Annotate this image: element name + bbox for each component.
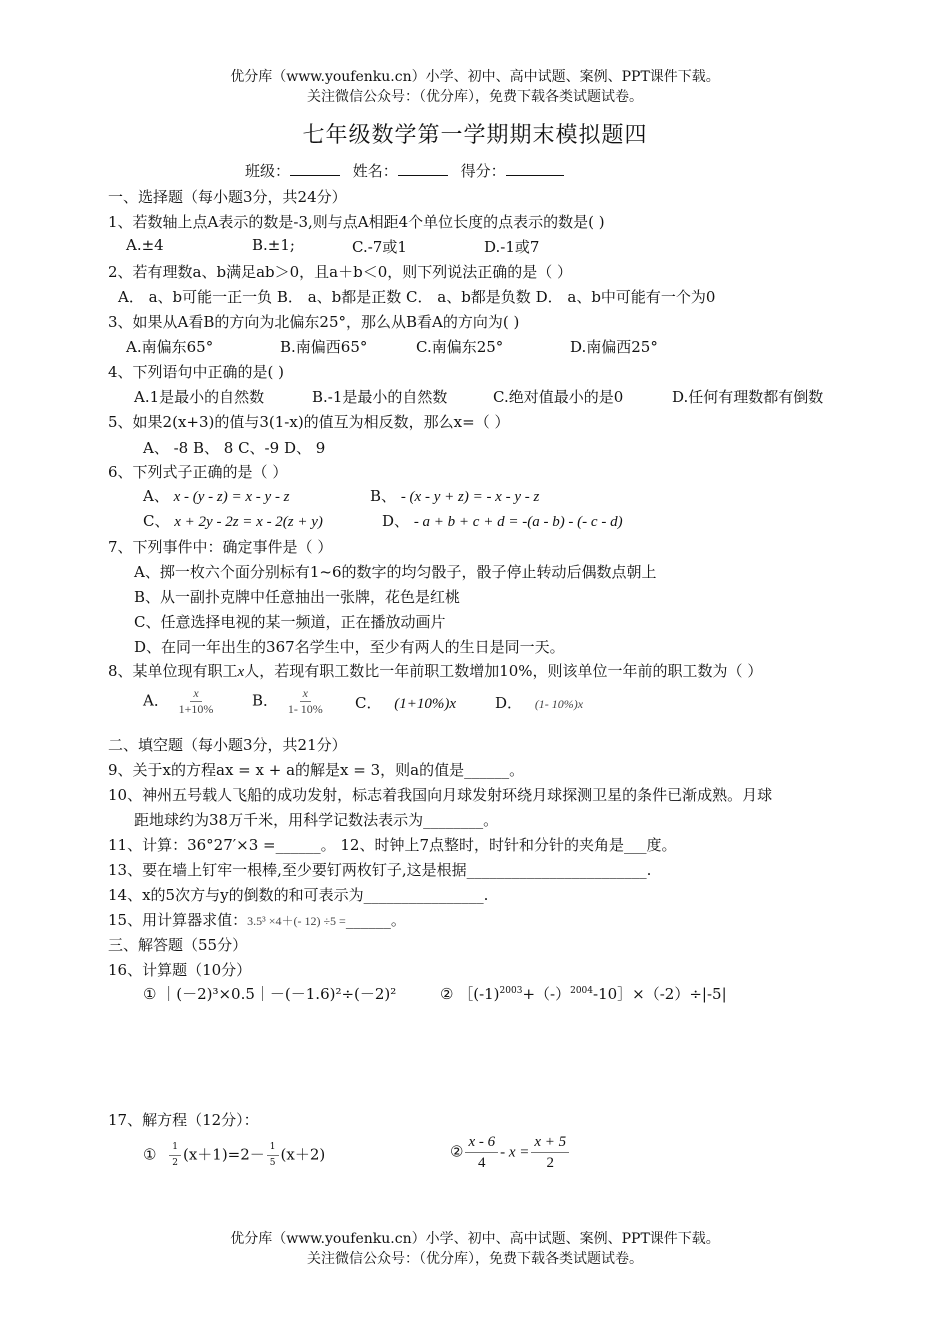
q2-options: A． a、b可能一正一负 B． a、b都是正数 C． a、b都是负数 D． a、b中可能有一个为0 — [118, 288, 716, 306]
q17-p2-frac1-num: x - 6 — [465, 1132, 498, 1153]
q15-pre: 15、用计算器求值： — [108, 911, 248, 929]
q16-p2-post: -10］×（-2）÷|-5| — [593, 985, 727, 1003]
q1-stem: 1、若数轴上点A表示的数是-3,则与点A相距4个单位长度的点表示的数是( ) — [108, 213, 605, 231]
score-label: 得分： — [460, 162, 506, 180]
q4-stem: 4、下列语句中正确的是( ) — [108, 363, 285, 381]
q1-option-a: A.±4 — [126, 236, 164, 254]
q17-p2-frac2-num: x + 5 — [531, 1132, 569, 1153]
q8-option-c — [355, 692, 456, 713]
q6-d-label: D、 — [382, 512, 410, 530]
q17-part-2 — [450, 1132, 571, 1173]
q8-b-label: B． — [252, 691, 279, 710]
q6-option-b — [370, 485, 539, 506]
q8-a-numerator: x — [190, 686, 201, 702]
q6-b-label: B、 — [370, 487, 397, 505]
q17-p1-frac2-den: 5 — [269, 1158, 276, 1168]
name-label: 姓名： — [352, 162, 398, 180]
q17-p1-post: (x＋2) — [280, 1145, 326, 1164]
q17-p1-pre: ① — [143, 1145, 157, 1164]
q3-option-a: A.南偏东65° — [126, 338, 214, 356]
q8-stem-var: x — [237, 664, 245, 680]
q7-option-a: A、掷一枚六个面分别标有1~6的数字的均匀骰子，骰子停止转动后偶数点朝上 — [134, 563, 657, 581]
q16-stem: 16、计算题（10分） — [108, 961, 252, 979]
q4-option-d: D.任何有理数都有倒数 — [672, 388, 824, 406]
q16-p2-exp1: 2003 — [499, 986, 523, 996]
q6-d-expr: - a + b + c + d = -(a - b) - (- c - d) — [413, 514, 623, 530]
q8-b-denominator: 1- 10% — [287, 702, 323, 716]
q17-p2-frac1-den: 4 — [478, 1155, 486, 1171]
q3-stem: 3、如果从A看B的方向为北偏东25°，那么从B看A的方向为( ) — [108, 313, 520, 331]
q8-option-b — [252, 686, 328, 717]
q8-option-a — [143, 686, 218, 717]
section-1-heading: 一、选择题（每小题3分，共24分） — [108, 188, 347, 206]
q6-c-label: C、 — [143, 512, 170, 530]
q7-stem: 7、下列事件中：确定事件是（ ） — [108, 538, 333, 556]
q1-option-d: D.-1或7 — [484, 238, 540, 256]
section-2-heading: 二、填空题（每小题3分，共21分） — [108, 736, 347, 754]
q6-a-expr: x - (y - z) = x - y - z — [173, 489, 290, 505]
q15-expr: 3.5³ ×4＋(- 12) ÷5 = — [247, 914, 346, 928]
q10-line-2: 距地球约为38万千米，用科学记数法表示为________。 — [134, 811, 499, 829]
q5-options: A、 -8 B、 8 C、-9 D、 9 — [143, 439, 326, 457]
q1-option-c: C.-7或1 — [352, 238, 407, 256]
q8-stem-pre: 8、某单位现有职工 — [108, 662, 238, 680]
q6-stem: 6、下列式子正确的是（ ） — [108, 463, 288, 481]
q2-stem: 2、若有理数a、b满足ab＞0，且a＋b＜0，则下列说法正确的是（ ） — [108, 263, 573, 281]
q10-line-1: 10、神州五号载人飞船的成功发射，标志着我国向月球发射环绕月球探测卫星的条件已渐成熟。月球 — [108, 786, 773, 804]
q17-p1-frac2-num: 1 — [267, 1140, 279, 1156]
q17-p1-frac1-num: 1 — [169, 1140, 181, 1156]
section-3-heading: 三、解答题（55分） — [108, 936, 248, 954]
q1-option-b: B.±1; — [252, 236, 295, 254]
q8-a-label: A． — [143, 691, 169, 710]
q8-stem — [108, 660, 762, 681]
q17-part-1 — [143, 1140, 325, 1171]
q17-p2-pre: ② — [450, 1142, 464, 1161]
q17-p2-mid: - x = — [500, 1144, 530, 1161]
q3-option-d: D.南偏西25° — [570, 338, 658, 356]
q16-p2-exp2: 2004 — [570, 986, 593, 996]
q6-option-d — [382, 510, 623, 531]
q17-p1-frac1-den: 2 — [172, 1158, 178, 1168]
q13: 13、要在墙上钉牢一根棒,至少要钉两枚钉子,这是根据________________________. — [108, 861, 652, 879]
q4-option-b: B.-1是最小的自然数 — [312, 388, 448, 406]
header-line-1: 优分库（www.youfenku.cn）小学、初中、高中试题、案例、PPT课件下载。 — [230, 69, 720, 85]
q17-p1-mid: (x＋1)=2－ — [182, 1145, 265, 1164]
q6-option-c — [143, 510, 323, 531]
q17-stem: 17、解方程（12分）： — [108, 1111, 259, 1129]
q16-p2-mid: +（-） — [522, 985, 571, 1003]
q8-option-d — [495, 692, 583, 713]
q8-d-expr: (1- 10%)x — [534, 697, 584, 711]
q7-option-c: C、任意选择电视的某一频道，正在播放动画片 — [134, 613, 446, 631]
score-field[interactable] — [506, 161, 564, 176]
student-info-line — [245, 160, 564, 181]
page-title: 七年级数学第一学期期末模拟题四 — [302, 123, 648, 148]
q6-b-expr: - (x - y + z) = - x - y - z — [400, 489, 540, 505]
q8-stem-post: 人，若现有职工数比一年前职工数增加10%，则该单位一年前的职工数为（ ） — [244, 662, 763, 680]
q16-part-1: ① ｜(－2)³×0.5｜－(－1.6)²÷(－2)² — [143, 985, 397, 1003]
q7-option-b: B、从一副扑克牌中任意抽出一张牌，花色是红桃 — [134, 588, 461, 606]
q11-q12: 11、计算：36°27′×3 =______。 12、时钟上7点整时，时针和分针的夹角是___度。 — [108, 836, 677, 854]
name-field[interactable] — [398, 161, 448, 176]
q8-c-label: C． — [355, 694, 382, 712]
q6-option-a — [143, 485, 290, 506]
q14: 14、x的5次方与y的倒数的和可表示为________________. — [108, 886, 489, 904]
q4-option-a: A.1是最小的自然数 — [134, 388, 265, 406]
q17-p2-frac2-den: 2 — [546, 1155, 555, 1171]
q8-c-expr: (1+10%)x — [394, 696, 457, 712]
class-label: 班级： — [245, 162, 291, 180]
q3-option-c: C.南偏东25° — [416, 338, 504, 356]
header-line-2: 关注微信公众号：（优分库），免费下载各类试题试卷。 — [307, 89, 643, 105]
q5-stem: 5、如果2(x+3)的值与3(1-x)的值互为相反数，那么x=（ ） — [108, 413, 510, 431]
q6-c-expr: x + 2y - 2z = x - 2(z + y) — [174, 514, 323, 530]
q6-a-label: A、 — [143, 487, 169, 505]
q8-b-numerator: x — [300, 686, 311, 702]
q4-option-c: C.绝对值最小的是0 — [493, 388, 624, 406]
q16-p2-pre: ② ［(-1) — [440, 985, 500, 1003]
q15 — [108, 909, 406, 930]
q8-d-label: D． — [495, 694, 523, 712]
footer-line-2: 关注微信公众号：（优分库），免费下载各类试题试卷。 — [307, 1251, 643, 1267]
q15-post: ______。 — [345, 911, 406, 929]
q7-option-d: D、在同一年出生的367名学生中，至少有两人的生日是同一天。 — [134, 638, 565, 656]
q9: 9、关于x的方程ax = x + a的解是x = 3，则a的值是______。 — [108, 761, 525, 779]
q16-part-2 — [440, 983, 727, 1004]
class-field[interactable] — [290, 161, 340, 176]
footer-line-1: 优分库（www.youfenku.cn）小学、初中、高中试题、案例、PPT课件下载。 — [230, 1231, 720, 1247]
q8-a-denominator: 1+10% — [178, 702, 214, 716]
q3-option-b: B.南偏西65° — [280, 338, 368, 356]
